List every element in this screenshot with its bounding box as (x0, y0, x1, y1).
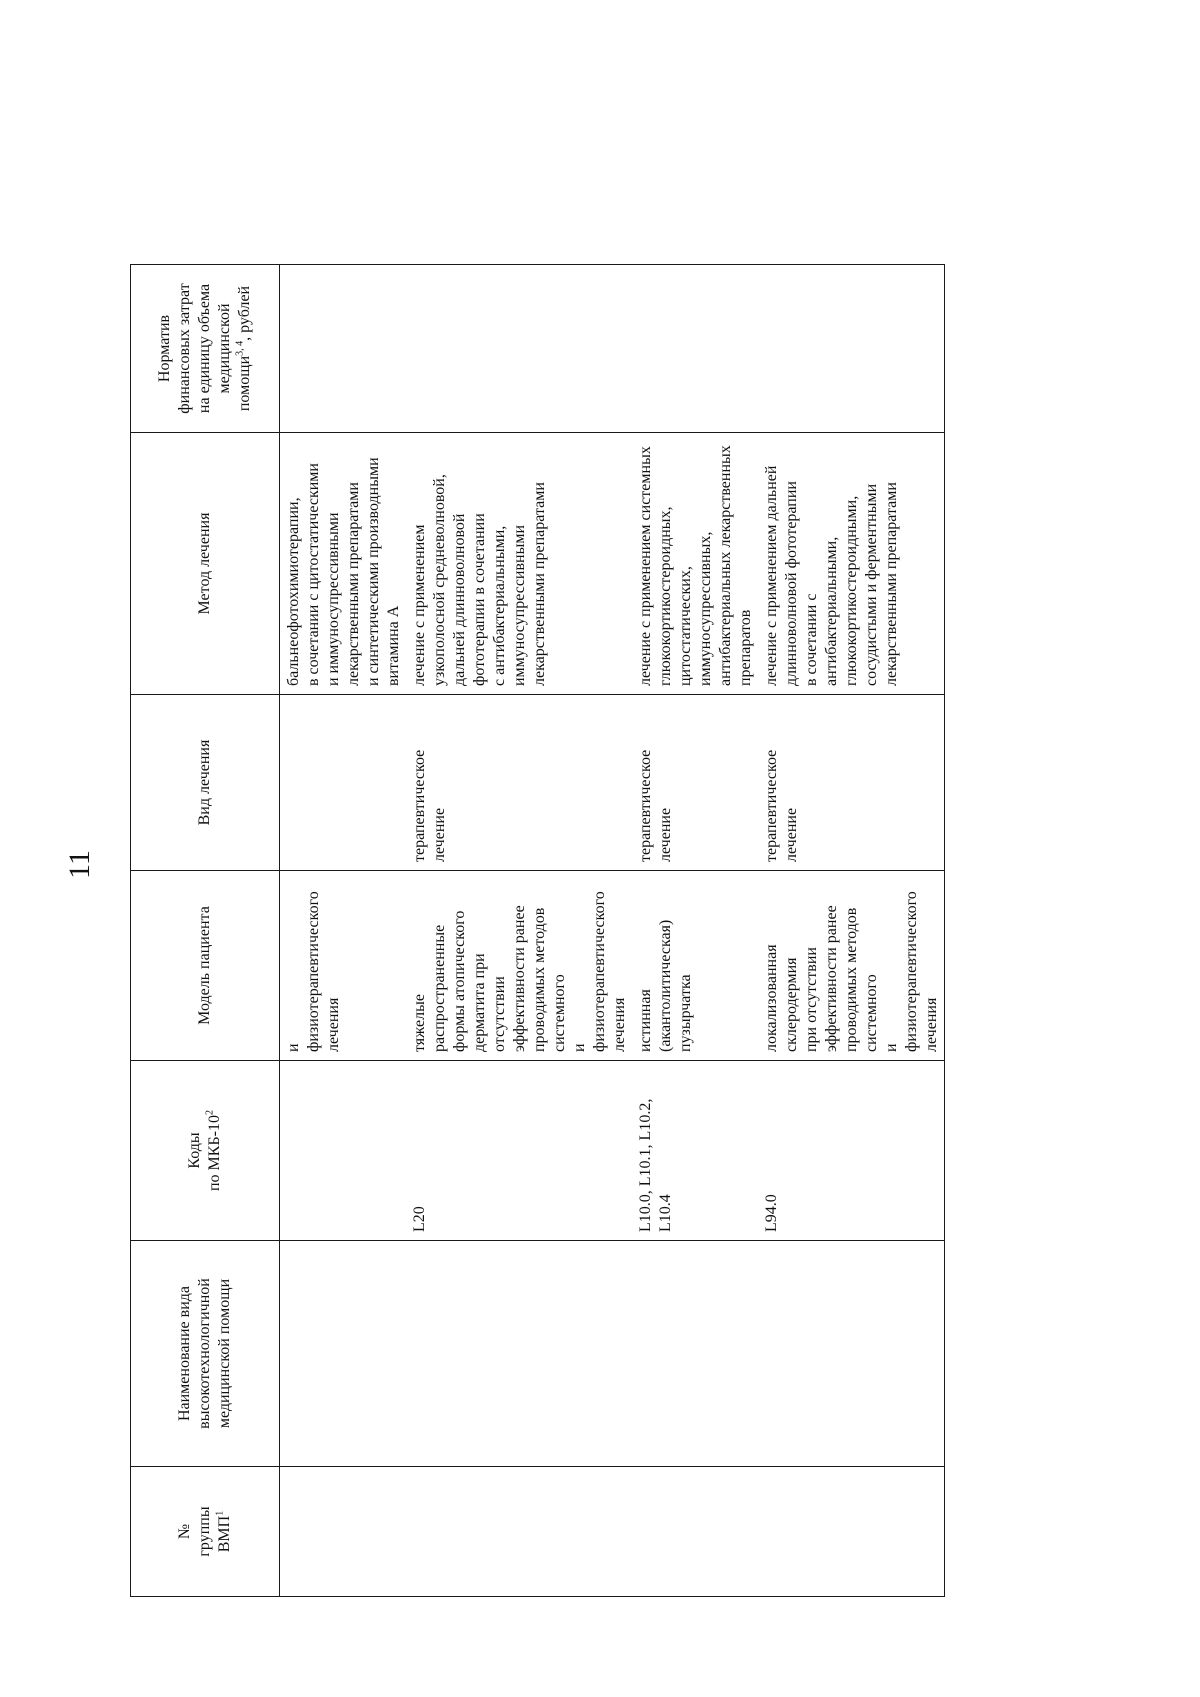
header-treatment-type-text: Вид лечения (196, 739, 213, 826)
header-cost-norm-suffix: , рублей (236, 285, 253, 341)
cell-icd-codes (632, 1061, 758, 1241)
cell-patient-model (632, 871, 758, 1061)
cell-treatment-type (758, 695, 945, 871)
cell-icd-codes-text: L20 (411, 1206, 428, 1232)
table-row (758, 265, 945, 1597)
cell-patient-model-text: локализованная склеродермия при отсутствии эффективности ранее проводимых методов системного и физиотерапевтического лечения (763, 891, 940, 1052)
cell-care-name (280, 1241, 407, 1467)
header-care-name-text: Наименование вида высокотехнологичной медицинской помощи (176, 1278, 233, 1429)
table-row (406, 265, 632, 1597)
header-cost-norm-text: Норматив финансовых затрат на единицу объема медицинской помощи (156, 283, 253, 414)
header-cost-norm (131, 265, 280, 433)
cell-treatment-method (406, 433, 632, 695)
header-treatment-type (131, 695, 280, 871)
cell-treatment-method-text: лечение с применением узкополосной средневолновой, дальней длинноволновой фототерапии в сочетании с антибактериальными, иммуносупрессивными лекарственными препаратами (411, 474, 548, 686)
cell-patient-model (758, 871, 945, 1061)
vmp-table (130, 264, 945, 1597)
cell-group-no (280, 1467, 407, 1597)
cell-treatment-type (406, 695, 632, 871)
cell-icd-codes (758, 1061, 945, 1241)
cell-treatment-method (758, 433, 945, 695)
cell-icd-codes (280, 1061, 407, 1241)
cell-icd-codes (406, 1061, 632, 1241)
cell-treatment-method-text: бальнеофотохимиотерапии, в сочетании с цитостатическими и иммуносупрессивными лекарственными препаратами и синтетическими производными витамина А (285, 457, 402, 686)
cell-treatment-method-text: лечение с применением системных глюкокортикостероидных, цитостатических, иммуносупрессивных, антибактериальных лекарственных препаратов (637, 445, 754, 686)
cell-treatment-type-text: терапевтическое лечение (411, 749, 448, 862)
cell-cost-norm (758, 265, 945, 433)
table-row (280, 265, 407, 1597)
cell-cost-norm (280, 265, 407, 433)
cell-patient-model-text: и физиотерапевтического лечения (285, 891, 342, 1052)
cell-treatment-method-text: лечение с применением дальней длинноволновой фототерапии в сочетании с антибактериальными, глюкокортикостероидными, сосудистыми и ферментными лекарственными препаратами (763, 465, 900, 686)
cell-group-no (632, 1467, 758, 1597)
cell-group-no (758, 1467, 945, 1597)
table-header-row (131, 265, 280, 1597)
cell-cost-norm (632, 265, 758, 433)
header-group-no-text: № группы ВМП (176, 1506, 233, 1557)
cell-care-name (406, 1241, 632, 1467)
cell-treatment-type-text: терапевтическое лечение (763, 749, 800, 862)
page-number: 11 (63, 850, 96, 879)
header-icd-codes (131, 1061, 280, 1241)
cell-treatment-type (280, 695, 407, 871)
cell-treatment-type-text: терапевтическое лечение (637, 749, 674, 862)
cell-patient-model (280, 871, 407, 1061)
cell-group-no (406, 1467, 632, 1597)
cell-patient-model-text: тяжелые распространенные формы атопического дерматита при отсутствии эффективности ранее проводимых методов системного и физиотерапевтического лечения (411, 891, 628, 1052)
header-treatment-method (131, 433, 280, 695)
footnote-mark: 1 (214, 1510, 226, 1516)
cell-care-name (632, 1241, 758, 1467)
cell-treatment-method (280, 433, 407, 695)
cell-treatment-type (632, 695, 758, 871)
cell-icd-codes-text: L94.0 (763, 1194, 780, 1232)
header-patient-model (131, 871, 280, 1061)
header-patient-model-text: Модель пациента (196, 906, 213, 1025)
cell-treatment-method (632, 433, 758, 695)
cell-icd-codes-text: L10.0, L10.1, L10.2, L10.4 (637, 1098, 674, 1232)
table-row (632, 265, 758, 1597)
header-care-name (131, 1241, 280, 1467)
cell-care-name (758, 1241, 945, 1467)
footnote-mark: 2 (204, 1110, 216, 1116)
cell-cost-norm (406, 265, 632, 433)
footnote-mark: 3, 4 (234, 340, 246, 356)
header-group-no (131, 1467, 280, 1597)
header-icd-codes-text: Коды по МКБ-10 (186, 1115, 223, 1191)
header-treatment-method-text: Метод лечения (196, 512, 213, 615)
cell-patient-model-text: истинная (акантолитическая) пузырчатка (637, 919, 694, 1052)
cell-patient-model (406, 871, 632, 1061)
